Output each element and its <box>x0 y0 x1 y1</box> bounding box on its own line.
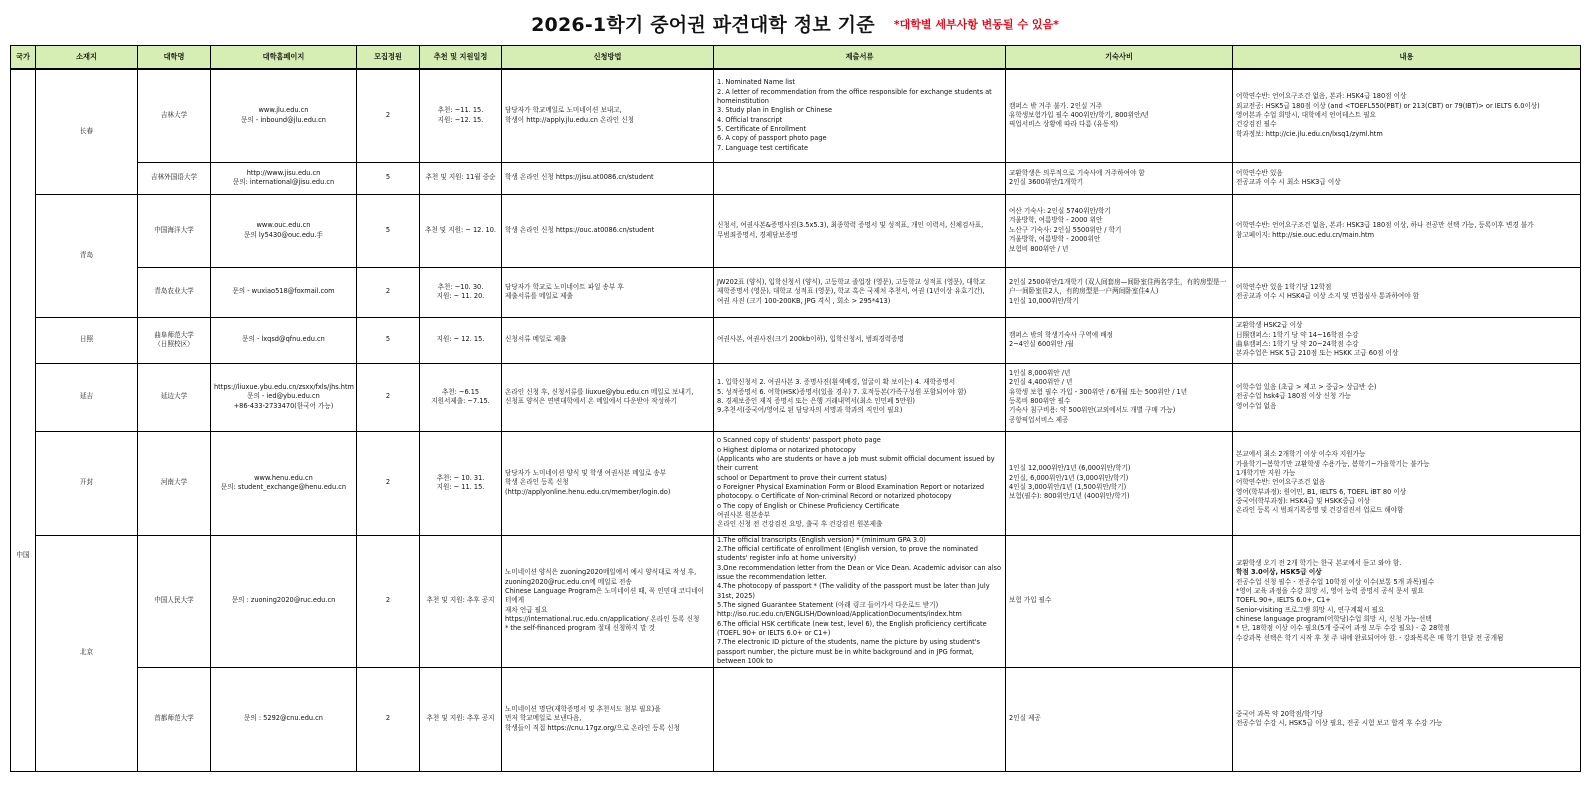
content-cell: 본교에서 최소 2개학기 이상 이수자 지원가능 가을학기~봄학기만 교환학생 수용가능, 봄학기~가을학기는 불가능 1개학기만 지원 가능 어학연수반: 언어요구조건 없음 영어(학부과정): 원어민, B1, IELTS 6, TOEFL iBT 80 이상 중국어(학부과정): HSK4급 및 HSKK중급 이상 온라인 등록 시 범죄기록증명 및 건강검진서 업로드 해야함 <box>1233 431 1581 535</box>
quota-cell: 2 <box>357 69 420 162</box>
university-cell: 中国人民大学 <box>138 535 211 667</box>
table-row <box>11 317 1581 363</box>
homepage-cell[interactable]: 문의 : zuoning2020@ruc.edu.cn <box>211 535 357 667</box>
content-line: *영어 교육 과정을 수강 희망 시, 영어 능력 증명서 공식 문서 필요 <box>1236 586 1424 595</box>
header-dormitory: 기숙사비 <box>1006 46 1233 70</box>
dormitory-cell: 교환학생은 의무적으로 기숙사에 거주하여야 함 2인실 3600위안/1개학기 <box>1006 162 1233 194</box>
university-cell: 首都师范大学 <box>138 667 211 771</box>
dormitory-cell: 2인실 제공 <box>1006 667 1233 771</box>
documents-cell: JW202표 (양식), 입학신청서 (양식), 고등학교 졸업장 (영문), 고등학교 성적표 (영문), 대학교 재학증명서 (영문), 대학교 성적표 (영문), 학교 혹은 국제처 추천서, 여권 (1년이상 유효기간), 여권 사진 (크기 100-200KB, JPG 격식 , 회소 > 295*413) <box>714 267 1006 317</box>
university-cell: 延边大学 <box>138 363 211 431</box>
region-cell: 延吉 <box>36 363 138 431</box>
content-line: 교환학생 오기 전 2개 학기는 한국 본교에서 듣고 와야 함. <box>1236 558 1402 567</box>
homepage-cell[interactable]: www.jlu.edu.cn 문의 - inbound@jlu.edu.cn <box>211 69 357 162</box>
dormitory-cell: 1인실 8,000위안 /년 2인실 4,400위안 / 년 유학생 보험 필수 가입 - 300위안 / 6개월 또는 500위안 / 1년 등록비 800위안 필수 기숙사 침구비용: 약 500위안(교외에서도 개별 구매 가능) 공항픽업서비스 제공 <box>1006 363 1233 431</box>
university-cell: 青岛农业大学 <box>138 267 211 317</box>
table-row <box>11 667 1581 771</box>
schedule-cell: 추천: ~6.15 지원서제출: ~7.15. <box>420 363 502 431</box>
content-cell: 중국어 과목 약 20학점/학기당 전공수업 수강 시, HSK5급 이상 필요, 전공 시험 보고 합격 후 수강 가능 <box>1233 667 1581 771</box>
dormitory-cell: 캠퍼스 밖의 학생기숙사 구역에 배정 2~4인실 600위안 /월 <box>1006 317 1233 363</box>
content-line: 전공수업 신청 필수 - 전공수업 10학점 이상 이수(보통 5개 과목)필수 <box>1236 577 1435 586</box>
content-cell <box>1233 535 1581 667</box>
dormitory-cell: 2인실 2500위안/1개학기 (双人间套房—间卧室住两名学生，有的房型是一户一间卧室住2人，有的房型是一户两间卧室住4人) 1인실 10,000위안/학기 <box>1006 267 1233 317</box>
homepage-cell[interactable]: https://liuxue.ybu.edu.cn/zsxx/fxls/jhs.htm 문의 - ied@ybu.edu.cn +86-433-2733470(한국어 가능) <box>211 363 357 431</box>
method-cell: 학생 온라인 신청 https://jisu.at0086.cn/student <box>502 162 714 194</box>
content-cell: 어학수업 있음 (초급 > 제고 > 중급> 상급반 순) 전공수업 hsk4급 180점 이상 신청 가능 영어수업 없음 <box>1233 363 1581 431</box>
homepage-cell[interactable]: 문의 - lxqsd@qfnu.edu.cn <box>211 317 357 363</box>
method-cell: 학생 온라인 신청 https://ouc.at0086.cn/student <box>502 194 714 267</box>
documents-cell: 1. Nominated Name list 2. A letter of recommendation from the office responsible for exchange students at homeinstitution 3. Study plan in English or Chinese 4. Official transcript 5. Certificate of Enrollment 6. A copy of passport photo page 7. Language test certificate <box>714 69 1006 162</box>
schedule-cell: 추천: ~ 10. 31. 지원: ~ 11. 15. <box>420 431 502 535</box>
documents-cell <box>714 162 1006 194</box>
documents-cell: o Scanned copy of students' passport photo page o Highest diploma or notarized photocopy (Applicants who are students or have a job must submit official document issued by their current school or Department to prove their current status) o Foreigner Physical Examination Form or Blood Examination Report or notarized photocopy. o Certificate of Non-criminal Record or notarized photocopy o The copy of English or Chinese Proficiency Certificate 여권사본 원본송부 온라인 신청 전 건강검진 요망, 출국 후 건강검진 원본제출 <box>714 431 1006 535</box>
schedule-cell: 추천 및 지원: ~ 12. 10. <box>420 194 502 267</box>
table-row <box>11 69 1581 162</box>
university-cell: 曲阜师范大学 （日照校区） <box>138 317 211 363</box>
dormitory-cell: 보험 가입 필수 <box>1006 535 1233 667</box>
exchange-university-table <box>10 45 1581 772</box>
homepage-cell[interactable]: www.ouc.edu.cn 문의 ly5430@ouc.edu.手 <box>211 194 357 267</box>
method-cell: 신청서류 메일로 제출 <box>502 317 714 363</box>
quota-cell: 2 <box>357 267 420 317</box>
header-homepage: 대학홈페이지 <box>211 46 357 70</box>
header-schedule: 추천 및 지원일정 <box>420 46 502 70</box>
quota-cell: 2 <box>357 667 420 771</box>
method-cell: 노미네이션 명단(재학증명서 및 추천서도 첨부 필요)을 먼저 학교메일로 보낸다음, 학생들이 직접 https://cnu.17gz.org/으로 온라인 등록 신청 <box>502 667 714 771</box>
homepage-cell[interactable]: 문의 : 5292@cnu.edu.cn <box>211 667 357 771</box>
dormitory-cell: 여산 기숙사: 2인실 5740위안/학기 겨울방학, 여름방학 - 2000 위안 노산구 기숙사: 2인실 5500위안 / 학기 겨울방학, 여름방학 - 2000위안 보험비 800위안 / 년 <box>1006 194 1233 267</box>
region-cell: 北京 <box>36 535 138 771</box>
homepage-cell[interactable]: www.henu.edu.cn 문의: student_exchange@henu.edu.cn <box>211 431 357 535</box>
region-cell: 开封 <box>36 431 138 535</box>
content-line: TOEFL 90+, IELTS 6.0+, C1+ <box>1236 596 1331 605</box>
header-country: 국가 <box>11 46 36 70</box>
schedule-cell: 추천 및 지원: 추후 공지 <box>420 535 502 667</box>
dormitory-cell: 캠퍼스 밖 거주 불가. 2인실 거주 유학생보험가입 필수 400위안/학기, 800위안/년 픽업서비스 상황에 따라 다름 (유동적) <box>1006 69 1233 162</box>
documents-cell: 신청서, 여권사본&증명사진(3.5x5.3), 최종학력 증명서 및 성적표, 개인 이력서, 신체검사표, 무범죄증명서, 경제담보증명 <box>714 194 1006 267</box>
table-row <box>11 535 1581 667</box>
homepage-cell[interactable]: 문의 - wuxiao518@foxmail.com <box>211 267 357 317</box>
header-quota: 모집정원 <box>357 46 420 70</box>
quota-cell: 5 <box>357 162 420 194</box>
content-line: chinese language program(어학당)수업 희망 시, 신청 가능-선택 <box>1236 615 1432 624</box>
content-cell: 어학연수반 있음 전공교과 이수 시 최소 HSK3급 이상 <box>1233 162 1581 194</box>
header-university: 대학명 <box>138 46 211 70</box>
content-line: Senior-visiting 프로그램 희망 시, 연구계획서 필요 <box>1236 605 1385 614</box>
documents-cell: 1.The official transcripts (English version) * (minimum GPA 3.0) 2.The official certificate of enrollment (English version, to prove the nominated students' register info at home university) 3.One recommendation letter from the Dean or Vice Dean. Academic advisor can also issue the recommendation letter. 4.The photocopy of passport * (The validity of the passport must be later than July 31st, 2025) 5.The signed Guarantee Statement (아래 링크 들어가서 다운로드 받기) http://iso.ruc.edu.cn/ENGLISH/Download/ApplicationDocuments/index.htm 6.The official HSK certificate (new test, level 6), the English proficiency certificate (TOEFL 90+ or IELTS 6.0+ or C1+) 7.The electronic ID picture of the students, name the picture by using student's passport number, the picture must be in white background and in JPG format, between 100k to <box>714 535 1006 667</box>
country-cell: 中国 <box>11 69 36 771</box>
region-cell: 青岛 <box>36 194 138 317</box>
quota-cell: 5 <box>357 194 420 267</box>
method-cell: 노미네이션 양식은 zuoning2020메일에서 예시 양식대로 작성 후, zuoning2020@ruc.edu.cn에 메일로 전송 Chinese Language Program은 노미네이션 때, 꼭 인민대 코디네이터에게 재차 언급 필요 https://international.ruc.edu.cn/application/ 온라인 등록 신청 * the self-financed program 절대 신청하지 말 것 <box>502 535 714 667</box>
region-cell: 日照 <box>36 317 138 363</box>
header-region: 소재지 <box>36 46 138 70</box>
method-cell: 담당자가 학교로 노미네이트 파일 송부 후 제출서류를 메일로 제출 <box>502 267 714 317</box>
homepage-cell[interactable]: http://www.jisu.edu.cn 문의: international@jisu.edu.cn <box>211 162 357 194</box>
page-title: 2026-1학기 중어권 파견대학 정보 기준 <box>531 14 875 36</box>
university-cell: 河南大学 <box>138 431 211 535</box>
schedule-cell: 추천 및 지원: 추후 공지 <box>420 667 502 771</box>
content-line: * 단, 18학점 이상 이수 필요(5개 중국어 과정 모두 수강 필요) - 총 28학점 <box>1236 624 1451 633</box>
content-cell: 어학연수반 있음 1학기당 12학점 전공교과 이수 시 HSK4급 이상 소지 및 면접심사 통과하여야 함 <box>1233 267 1581 317</box>
documents-cell: 여권사본, 여권사진(크기 200kb이하), 입학신청서, 범죄경력증명 <box>714 317 1006 363</box>
header-content: 내용 <box>1233 46 1581 70</box>
university-cell: 吉林外国语大学 <box>138 162 211 194</box>
header-row <box>11 46 1581 70</box>
notice-text: *대학별 세부사항 변동될 수 있음* <box>893 17 1059 31</box>
documents-cell: 1. 입학신청서 2. 여권사본 3. 증명사진(흰색배경, 얼굴이 확 보이는) 4. 재학증명서 5. 성적증명서 6. 어학(HSK)증명서(있을 경우) 7. 호적등본(가족구성원 포함되어야 함) 8. 경제보증인 재직 증명서 또는 은행 거래내역서(최소 인민폐 5만원) 9.추천서(중국어/영어로 된 담당자의 서명과 학과의 직인이 필요) <box>714 363 1006 431</box>
method-cell: 담당자가 학교메일로 노미네이션 보내고, 학생이 http://apply.jlu.edu.cn 온라인 신청 <box>502 69 714 162</box>
table-row <box>11 431 1581 535</box>
title-bar <box>0 10 1590 37</box>
schedule-cell: 추천: ~10. 30. 지원: ~ 11. 20. <box>420 267 502 317</box>
content-cell: 어학연수반: 언어요구조건 없음, 본과: HSK4급 180점 이상 외교전공: HSK5급 180점 이상 (and <TOEFL550(PBT) or 213(CBT) or 79(IBT)> or IELTS 6.0이상) 영어본과 수업 희망시, 대학에서 언어테스트 필요 건강검진 필수 학과정보: http://cie.jlu.edu.cn/lxsq1/zyml.htm <box>1233 69 1581 162</box>
method-cell: 담당자가 노미네이션 양식 및 학생 여권사본 메일로 송부 학생 온라인 등록 신청 (http://applyonline.henu.edu.cn/member/login.do) <box>502 431 714 535</box>
quota-cell: 5 <box>357 317 420 363</box>
content-line: 수강과목 선택은 학기 시작 후 첫 주 내에 완료되어야 함. - 강좌목록은 매 학기 한달 전 공개됨 <box>1236 633 1504 642</box>
quota-cell: 2 <box>357 535 420 667</box>
table-row <box>11 162 1581 194</box>
region-cell: 长春 <box>36 69 138 194</box>
dormitory-cell: 1인실 12,000위안/1년 (6,000위안/학기) 2인실, 6,000위안/1년 (3,000위안/학기) 4인실 3,000위안/1년 (1,500위안/학기) 보험(필수): 800위안/1년 (400위안/학기) <box>1006 431 1233 535</box>
content-cell: 어학연수반: 언어요구조건 없음, 본과: HSK3급 180점 이상, 하나 전공만 선택 가능, 등록이후 변경 불가 참고페이지: http://sie.ouc.edu.cn/main.htm <box>1233 194 1581 267</box>
content-line: 학점 3.0이상, HSK5급 이상 <box>1236 568 1322 577</box>
table-row <box>11 363 1581 431</box>
quota-cell: 2 <box>357 363 420 431</box>
quota-cell: 2 <box>357 431 420 535</box>
university-cell: 中国海洋大学 <box>138 194 211 267</box>
header-method: 신청방법 <box>502 46 714 70</box>
method-cell: 온라인 신청 후, 신청서류를 liuxue@ybu.edu.cn 메일로 보내기, 신청표 양식은 연변대학에서 온 메일에서 다운받아 작성하기 <box>502 363 714 431</box>
table-row <box>11 267 1581 317</box>
header-documents: 제출서류 <box>714 46 1006 70</box>
schedule-cell: 추천: ~11. 15. 지원: ~12. 15. <box>420 69 502 162</box>
content-cell: 교환학생 HSK2급 이상 日照캠퍼스: 1학기 당 약 14~16학점 수강 曲阜캠퍼스: 1학기 당 약 20~24학점 수강 본과수업은 HSK 5급 210점 또는 HSKK 고급 60점 이상 <box>1233 317 1581 363</box>
schedule-cell: 추천 및 지원: 11월 중순 <box>420 162 502 194</box>
schedule-cell: 지원: ~ 12. 15. <box>420 317 502 363</box>
documents-cell <box>714 667 1006 771</box>
table-row <box>11 194 1581 267</box>
university-cell: 吉林大学 <box>138 69 211 162</box>
